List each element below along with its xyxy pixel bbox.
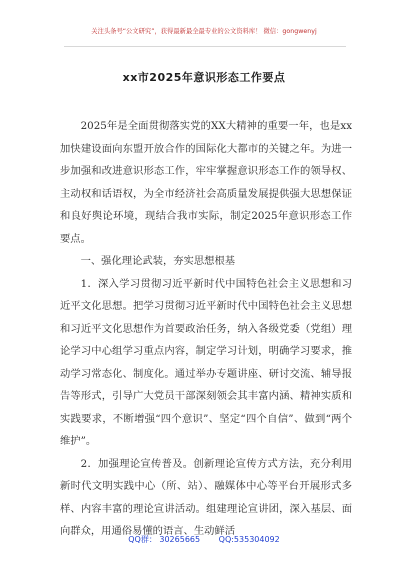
promo-banner: 关注头条号“公文研究”，获得最新最全最专业的公文资料库！ 微信：gongwenyj: [91, 28, 317, 35]
footer-qq-group: QQ群： 30265665: [128, 535, 201, 544]
footer-qq-number: QQ:535304092: [218, 535, 280, 544]
header-divider: [64, 46, 346, 47]
footer-contact: [0, 534, 408, 545]
body-paragraph: 1．深入学习贯彻习近平新时代中国特色社会主义思想和习近平文化思想。把学习贯彻习近平新时代中国特色社会主义思想和习近平文化思想作为首要政治任务，纳入各级党委（党组）理论学习中心组学习重点内容，制定学习计划，明确学习要求，推动学习常态化、制度化。通过举办专题讲座、研讨交流、辅导报告等形式，引导广大党员干部深刻领会其丰富内涵、精神实质和实践要求，不断增强“四个意识”、坚定“四个自信”、做到“两个维护”。: [60, 277, 352, 447]
document-title: xx市2025年意识形态工作要点: [122, 71, 286, 84]
document-body: [60, 115, 352, 543]
body-paragraph: 2．加强理论宣传普及。创新理论宣传方式方法，充分利用新时代文明实践中心（所、站）、融媒体中心等平台开展形式多样、内容丰富的理论宣讲活动。组建理论宣讲团，深入基层、面向群众，用通俗易懂的语言、生动鲜活: [60, 457, 352, 537]
intro-paragraph: 2025年是全面贯彻落实党的XX大精神的重要一年，也是xx加快建设面向东盟开放合作的国际化大都市的关键之年。为进一步加强和改进意识形态工作，牢牢掌握意识形态工作的领导权、主动权和话语权，为全市经济社会高质量发展提供强大思想保证和良好舆论环境，现结合我市实际，制定2025年意识形态工作要点。: [60, 120, 352, 245]
section-heading: 一、强化理论武装，夯实思想根基: [80, 255, 236, 267]
